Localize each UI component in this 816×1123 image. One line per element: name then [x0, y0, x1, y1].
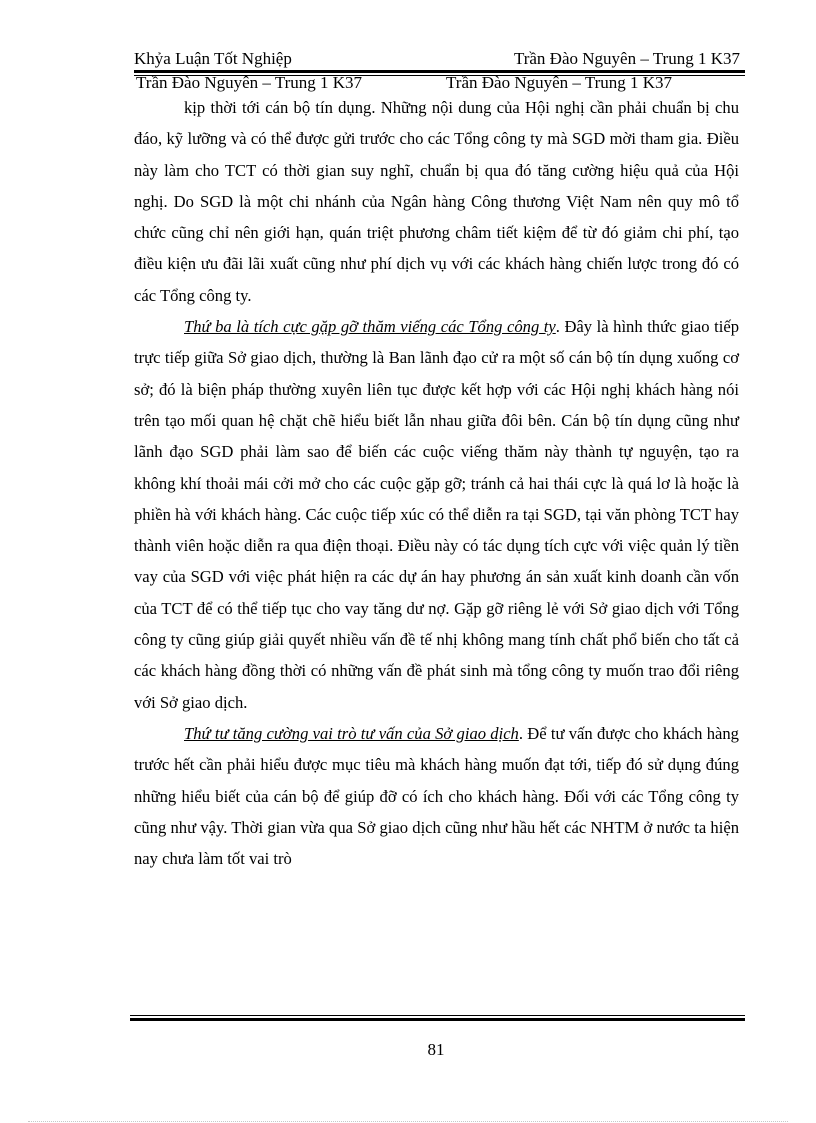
page-number: 81	[427, 1040, 445, 1059]
page-bottom-border	[28, 1121, 788, 1122]
footer-rule	[130, 1018, 745, 1021]
paragraph-2	[134, 311, 739, 718]
page-subheader	[136, 73, 736, 93]
subheader-author-1: Trần Đào Nguyên – Trung 1 K37	[136, 73, 363, 92]
header-author: Trần Đào Nguyên – Trung 1 K37	[513, 49, 740, 68]
header-thesis-title: Khỷa Luận Tốt Nghiệp	[134, 49, 292, 68]
subheader-author-2: Trần Đào Nguyên – Trung 1 K37	[446, 73, 673, 92]
paragraph-3-text: . Để tư vấn được cho khách hàng trước hết cần phải hiểu được mục tiêu mà khách hàng muốn đạt tới, tiếp đó sử dụng đúng những hiểu biết của cán bộ để giúp đỡ có ích cho khách hàng. Đối với các Tổng công ty cũng như vậy. Thời gian vừa qua Sở giao dịch cũng như hầu hết các NHTM ở nước ta hiện nay chưa làm tốt vai trò	[134, 723, 739, 869]
paragraph-2-text: . Đây là hình thức giao tiếp trực tiếp giữa Sở giao dịch, thường là Ban lãnh đạo cử ra một số cán bộ tín dụng xuống cơ sở; đó là biện pháp thường xuyên liên tục được kết hợp với các Hội nghị khách hàng nói trên tạo mối quan hệ chặt chẽ hiểu biết lẫn nhau giữa đôi bên. Cán bộ tín dụng cũng như lãnh đạo SGD phải làm sao để biến các cuộc viếng thăm này thành tự nguyện, tạo ra không khí thoải mái cởi mở cho các cuộc gặp gỡ; tránh cả hai thái cực là quá lơ là hoặc là phiền hà với khách hàng. Các cuộc tiếp xúc có thể diễn ra tại SGD, tại văn phòng TCT hay thành viên hoặc diễn ra qua điện thoại. Điều này có tác dụng tích cực với việc quản lý tiền vay của SGD với việc phát hiện ra các dự án hay phương án sản xuất kinh doanh cần vốn của TCT để có thể tiếp tục cho vay tăng dư nợ. Gặp gỡ riêng lẻ với Sở giao dịch với Tổng công ty cũng giúp giải quyết nhiều vấn đề tế nhị không mang tính chất phổ biến cho tất cả các khách hàng đồng thời có những vấn đề phát sinh mà tổng công ty muốn trao đổi riêng với Sở giao dịch.	[134, 317, 739, 712]
paragraph-1: kịp thời tới cán bộ tín dụng. Những nội dung của Hội nghị cần phải chuẩn bị chu đáo, kỹ lưỡng và có thể được gửi trước cho các Tổng công ty mà SGD mời tham gia. Điều này làm cho TCT có thời gian suy nghĩ, chuẩn bị qua đó tăng cường hiệu quả của Hội nghị. Do SGD là một chi nhánh của Ngân hàng Công thương Việt Nam nên quy mô tổ chức cũng chỉ nên giới hạn, quán triệt phương châm tiết kiệm để từ đó giảm chi phí, tạo điều kiện ưu đãi lãi xuất cũng như phí dịch vụ với các khách hàng chiến lược trong đó có các Tổng công ty.	[134, 98, 739, 305]
paragraph-3	[134, 718, 739, 874]
body-text	[134, 92, 739, 874]
page-header	[134, 48, 745, 70]
paragraph-2-heading: Thứ ba là tích cực gặp gỡ thăm viếng các Tổng công ty	[184, 317, 556, 337]
paragraph-3-heading: Thứ tư tăng cường vai trò tư vấn của Sở giao dịch	[184, 723, 519, 743]
footer-rule-thin	[130, 1015, 745, 1016]
